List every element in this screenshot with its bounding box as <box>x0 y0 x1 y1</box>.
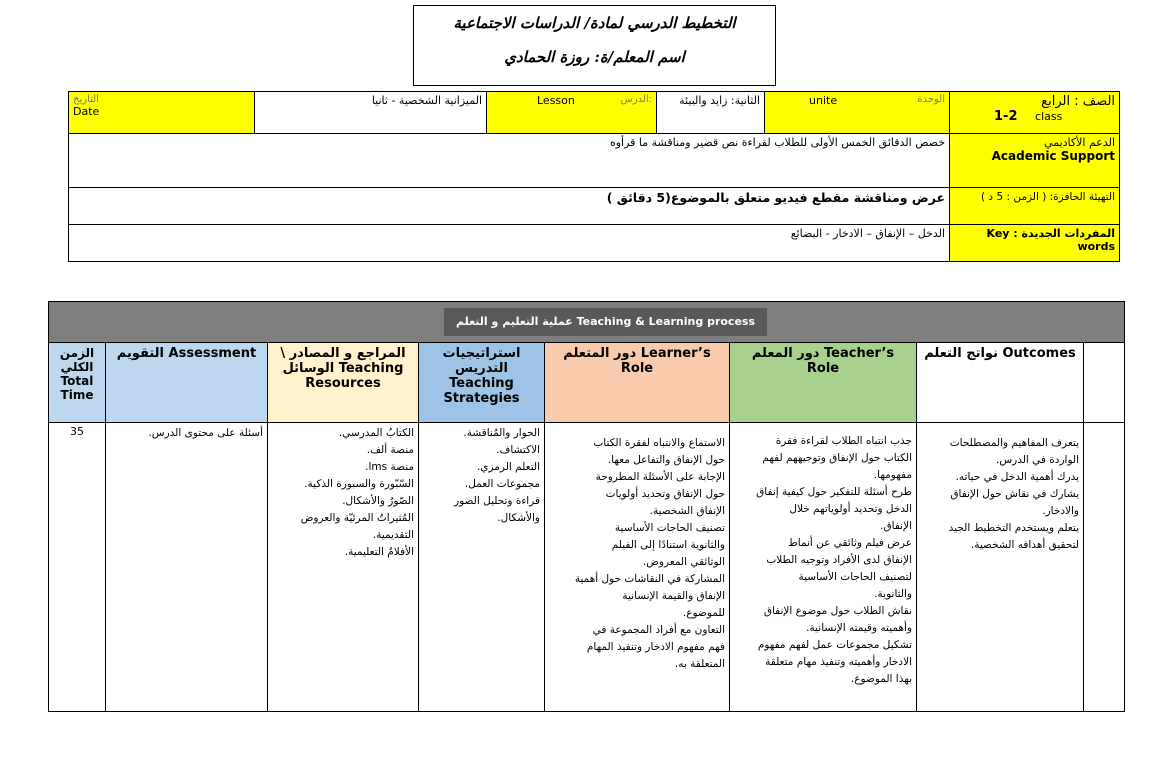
grade-cell <box>950 92 1120 134</box>
support-value: خصص الدقائق الخمس الأولى للطلاب لقراءة نص قصير ومناقشة ما قرأوه <box>609 136 946 149</box>
assessment-cell <box>106 423 268 712</box>
warmup-label-cell <box>950 188 1120 225</box>
list-item: جذب انتباه الطلاب لقراءة فقرة <box>775 435 912 447</box>
list-item: الدخل وتحديد أولوياتهم خلال <box>789 503 912 515</box>
list-item: الوثائقي المعروض. <box>642 556 725 568</box>
outcomes-cell <box>917 423 1084 712</box>
lesson-label-cell <box>487 92 657 134</box>
list-item: حول الإنفاق والتفاعل معها. <box>607 454 725 466</box>
list-item: الإنفاق الشخصية. <box>649 505 725 517</box>
lesson-value: الميزانية الشخصية - ثانيا <box>371 94 482 107</box>
list-item: والادخار. <box>1042 505 1079 517</box>
date-label-en: Date <box>73 105 100 118</box>
class-value: 1-2 <box>994 109 1018 124</box>
list-item: نقاش الطلاب حول موضوع الإنفاق <box>763 605 912 617</box>
list-item: الاستماع والانتباه لفقرة الكتاب <box>593 437 725 449</box>
lesson-value-cell <box>255 92 487 134</box>
support-label-cell <box>950 134 1120 188</box>
teaching-process-table <box>48 301 1125 712</box>
list-item: الإنفاق. <box>880 520 912 532</box>
list-item: الاكتشاف. <box>496 444 540 456</box>
support-value-cell <box>69 134 950 188</box>
date-cell <box>69 92 255 134</box>
process-banner-bar <box>49 302 1125 343</box>
list-item: تشكيل مجموعات عمل لفهم مفهوم <box>757 639 912 651</box>
list-item: الصّورُ والأشكال. <box>342 495 414 507</box>
list-item: مفهومها. <box>873 469 912 481</box>
date-label-ar: التاريخ <box>73 94 99 105</box>
list-item: لتحقيق أهدافه الشخصية. <box>970 539 1079 551</box>
col-header-assessment: التقويم Assessment <box>106 343 268 423</box>
lesson-info-table <box>68 91 1120 262</box>
unit-label-ar: الوحدة <box>917 94 946 105</box>
list-item: يشارك في نقاش حول الإنفاق <box>950 488 1079 500</box>
list-item: الإجابة على الأسئلة المطروحة <box>595 471 725 483</box>
list-item: منصة ألف. <box>366 444 414 456</box>
support-label-ar: الدعم الأكاديمي <box>1044 136 1116 149</box>
list-item: طرح أسئلة للتفكير حول كيفية إنفاق <box>756 486 912 498</box>
list-item: فهم مفهوم الادخار وتنفيذ المهام <box>586 641 725 653</box>
list-item: المشاركة في النقاشات حول أهمية <box>574 573 725 585</box>
warmup-label: التهيئة الحافزة: ( الزمن : 5 د ) <box>980 191 1116 203</box>
list-item: والثانوية. <box>874 588 912 600</box>
unit-label-en: unite <box>809 94 838 107</box>
col-header-outcomes: نواتج التعلم Outcomes <box>917 343 1084 423</box>
list-item: الواردة في الدرس. <box>995 454 1079 466</box>
unit-value: الثانية: زايد والبيئة <box>679 94 760 107</box>
col-header-learner: دور المتعلم Learner’s Role <box>545 343 730 423</box>
list-item: يتعرف المفاهيم والمصطلحات <box>949 437 1079 449</box>
list-item: الأفلامُ التعليمية. <box>344 546 414 558</box>
strategies-cell <box>419 423 545 712</box>
col-header-resources: المراجع و المصادر \ الوسائل Teaching Resources <box>268 343 419 423</box>
document-title: التخطيط الدرسي لمادة/ الدراسات الاجتماعية <box>453 14 736 32</box>
list-item: المُثيراتُ المرئيّة والعروض <box>300 512 414 524</box>
list-item: عرض فيلم وثائقي عن أنماط <box>787 537 912 549</box>
list-item: مجموعات العمل. <box>464 478 540 490</box>
time-cell <box>49 423 106 712</box>
unit-value-cell <box>657 92 765 134</box>
list-item: الكتابُ المدرسي. <box>338 427 414 439</box>
keywords-value-cell <box>69 225 950 262</box>
keywords-label-cell <box>950 225 1120 262</box>
list-item: حول الإنفاق وتحديد أولويات <box>605 488 725 500</box>
col-header-teacher: دور المعلم Teacher’s Role <box>730 343 917 423</box>
unit-label-cell <box>765 92 950 134</box>
warmup-value-cell <box>69 188 950 225</box>
teacher-name: اسم المعلم/ة: روزة الحمادي <box>504 48 685 66</box>
col-header-strategies: استراتيجيات التدريس Teaching Strategies <box>419 343 545 423</box>
lesson-label-ar: الدرس: <box>620 94 652 105</box>
blank-column <box>1084 343 1125 423</box>
title-box <box>413 5 776 86</box>
list-item: والأشكال. <box>497 512 540 524</box>
list-item: الإنفاق لدى الأفراد وتوجيه الطلاب <box>766 554 912 566</box>
list-item: التعلم الرمزي. <box>476 461 540 473</box>
list-item: تصنيف الحاجات الأساسية <box>614 522 725 534</box>
list-item: يدرك أهمية الدخل في حياته. <box>955 471 1079 483</box>
list-item: التقديمية. <box>372 529 414 541</box>
list-item: الادخار وأهميته وتنفيذ مهام متعلقة <box>765 656 912 668</box>
list-item: الكتاب حول الإنفاق وتوجيههم لفهم <box>762 452 912 464</box>
total-time: 35 <box>70 425 84 438</box>
list-item: التعاون مع أفراد المجموعة في <box>592 624 725 636</box>
list-item: الحوار والمُناقشة. <box>463 427 540 439</box>
list-item: لتصنيف الحاجات الأساسية <box>798 571 912 583</box>
grade-label: الصف : الرابع <box>1041 94 1116 109</box>
keywords-value: الدخل – الإنفاق – الادخار - البضائع <box>790 227 946 240</box>
class-label: class <box>1035 110 1063 123</box>
support-label-en: Academic Support <box>991 149 1116 163</box>
learner-cell <box>545 423 730 712</box>
keywords-label: المفردات الجديدة : Key words <box>986 227 1116 253</box>
list-item: المتعلقة به. <box>674 658 725 670</box>
list-item: منصة lms. <box>365 461 414 473</box>
process-banner: عملية التعليم و التعلم Teaching & Learning process <box>444 308 767 336</box>
list-item: الإنفاق والقيمة الإنسانية <box>622 590 725 602</box>
resources-cell <box>268 423 419 712</box>
col-header-time: الزمن الكلي Total Time <box>49 343 106 423</box>
assessment-text: أسئلة على محتوى الدرس. <box>148 427 263 439</box>
list-item: والثانوية استنادًا إلى الفيلم <box>611 539 725 551</box>
list-item: السّبّورة والسبورة الذكية. <box>304 478 414 490</box>
list-item: قراءة وتحليل الصور <box>454 495 540 507</box>
list-item: بهذا الموضوع. <box>850 673 912 685</box>
list-item: للموضوع. <box>682 607 725 619</box>
blank-cell <box>1084 423 1125 712</box>
list-item: يتعلم ويستخدم التخطيط الجيد <box>948 522 1079 534</box>
teacher-cell <box>730 423 917 712</box>
warmup-value: عرض ومناقشة مقطع فيديو متعلق بالموضوع(5 دقائق ) <box>606 190 946 205</box>
list-item: وأهميته وقيمته الإنسانية. <box>806 622 912 634</box>
lesson-label-en: Lesson <box>537 94 575 107</box>
